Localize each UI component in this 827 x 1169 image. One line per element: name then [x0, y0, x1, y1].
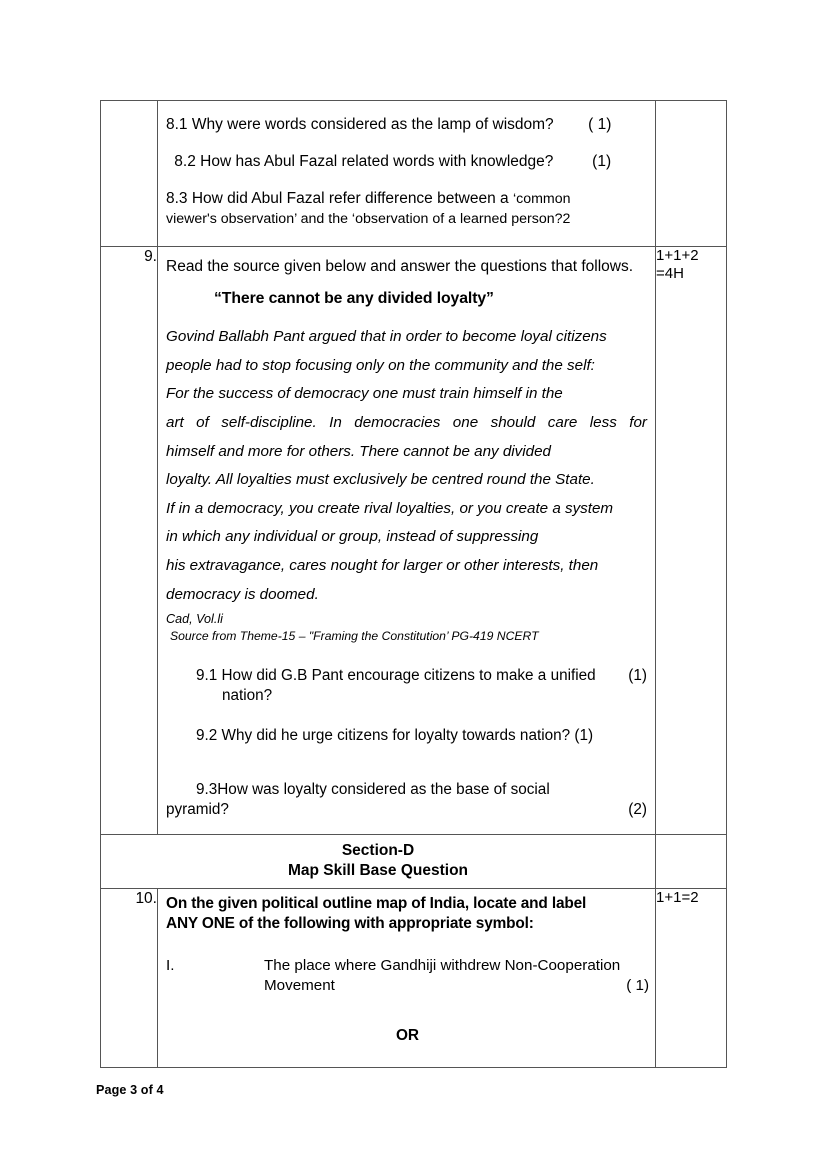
section-heading-name: Section-D [341, 841, 415, 859]
passage-line: his extravagance, cares nought for larger or other interests, then [166, 556, 599, 574]
passage-line: If in a democracy, you create rival loyalties, or you create a system [166, 499, 614, 517]
question-9-1-line1: 9.1 How did G.B Pant encourage citizens to make a unified [196, 667, 596, 685]
question-body-cell-9 [158, 246, 656, 834]
question-8-content [158, 101, 655, 246]
passage-line: himself and more for others. There cannot be any divided [166, 442, 551, 460]
source-passage [166, 323, 647, 609]
marks-cell-8 [656, 101, 727, 247]
question-10-heading-line2: ANY ONE of the following with appropriate symbol: [166, 914, 534, 932]
question-9-2: 9.2 Why did he urge citizens for loyalty towards nation? (1) [196, 726, 594, 744]
question-number-cell-10: 10. [101, 888, 158, 1068]
passage-line: in which any individual or group, instead of suppressing [166, 528, 539, 546]
marks-line-2: =4H [656, 264, 684, 282]
table-row-question-8 [101, 101, 727, 247]
question-8-2-text: 8.2 How has Abul Fazal related words with knowledge? (1) [170, 153, 612, 171]
question-10-item-marks: ( 1) [626, 976, 649, 994]
question-10-or-separator: OR [395, 1027, 420, 1045]
question-8-3-line1: 8.3 How did Abul Fazal refer difference between a [166, 190, 513, 208]
question-10-heading [166, 894, 649, 934]
source-reference-volume: Cad, Vol.li [166, 612, 223, 627]
question-10-item-roman: I. [166, 956, 175, 974]
page-footer: Page 3 of 4 [96, 1083, 164, 1097]
question-8-1-text: 8.1 Why were words considered as the lamp of wisdom? ( 1) [166, 116, 612, 133]
question-9-1-line2: nation? [222, 687, 273, 705]
passage-line: art of self-discipline. In democracies one should care less for [166, 414, 647, 432]
question-10-item-text [184, 956, 649, 996]
question-8-3-line1-quoted: ‘common [512, 191, 571, 208]
marks-cell-section-d [656, 834, 727, 888]
section-heading [101, 835, 655, 888]
question-9-1 [166, 666, 647, 706]
question-9-instruction: Read the source given below and answer the questions that follows. [166, 257, 634, 275]
marks-cell-9 [656, 246, 727, 834]
question-number-cell-9: 9. [101, 246, 158, 834]
question-9-1-marks: (1) [628, 667, 647, 685]
question-9-content [158, 247, 655, 834]
question-10-heading-line1: On the given political outline map of India, locate and label [166, 894, 587, 912]
marks-cell-10: 1+1=2 [656, 888, 727, 1068]
question-8-3-line2: viewer's observation’ and the ‘observation of a learned person?2 [166, 211, 571, 228]
question-body-cell-10 [158, 888, 656, 1068]
question-9-3-marks: (2) [628, 800, 647, 818]
table-row-question-10 [101, 888, 727, 1068]
question-9-3-line1: 9.3How was loyalty considered as the base of social [196, 780, 550, 798]
passage-line: democracy is doomed. [166, 585, 319, 603]
question-9-3-line2-wrap [166, 800, 647, 820]
table-row-question-9 [101, 246, 727, 834]
passage-line: people had to stop focusing only on the community and the self: [166, 356, 595, 374]
question-9-3 [166, 780, 647, 820]
passage-line: Govind Ballabh Pant argued that in order to become loyal citizens [166, 328, 607, 346]
question-8-3-text [166, 189, 649, 229]
table-row-section-d-heading [101, 834, 727, 888]
source-attribution [166, 612, 647, 644]
section-heading-subtitle: Map Skill Base Question [287, 862, 469, 880]
question-10-item-1 [166, 956, 649, 996]
question-body-cell-8 [158, 101, 656, 247]
question-paper-table [100, 100, 727, 1068]
question-10-content [158, 889, 655, 1068]
marks-line-1: 1+1+2 [656, 246, 699, 264]
source-reference-theme: Source from Theme-15 – "Framing the Constitution’ PG-419 NCERT [170, 628, 539, 643]
source-title: “There cannot be any divided loyalty” [214, 290, 494, 308]
question-10-item-line2: Movement [264, 976, 335, 994]
question-9-3-line2: pyramid? [166, 800, 229, 818]
passage-line: For the success of democracy one must train himself in the [166, 385, 563, 403]
passage-line: loyalty. All loyalties must exclusively be centred round the State. [166, 471, 595, 489]
question-number-cell-8 [101, 101, 158, 247]
question-10-item-line1: The place where Gandhiji withdrew Non-Cooperation [264, 956, 621, 974]
section-d-heading-cell [101, 834, 656, 888]
question-9-sub-questions [166, 666, 647, 819]
